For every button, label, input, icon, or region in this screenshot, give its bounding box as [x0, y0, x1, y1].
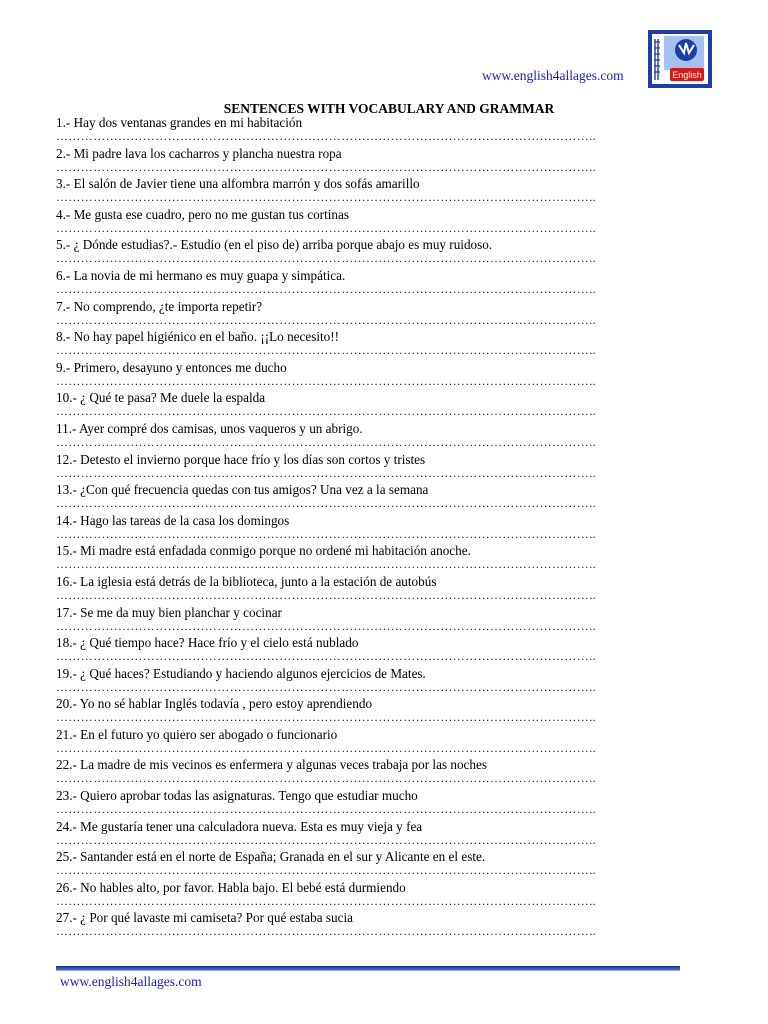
answer-line[interactable]: …………………………………………………………………………………………………………………..	[56, 742, 596, 754]
sentence-text: 14.- Hago las tareas de la casa los domingos	[56, 512, 290, 528]
sentence-text: 3.- El salón de Javier tiene una alfombra marrón y dos sofás amarillo	[56, 176, 420, 192]
footer-divider-shadow	[56, 970, 680, 971]
sentence-item	[56, 421, 716, 452]
answer-line[interactable]: …………………………………………………………………………………………………………………..	[56, 314, 596, 326]
sentence-item	[56, 115, 716, 146]
sentence-item	[56, 696, 716, 727]
sentence-item	[56, 910, 716, 941]
sentence-item	[56, 176, 716, 207]
sentence-text: 7.- No comprendo, ¿te importa repetir?	[56, 298, 263, 314]
answer-line[interactable]: …………………………………………………………………………………………………………………..	[56, 192, 596, 204]
sentence-text: 24.- Me gustaría tener una calculadora nueva. Esta es muy vieja y fea	[56, 818, 423, 834]
answer-line[interactable]: …………………………………………………………………………………………………………………..	[56, 895, 596, 907]
sentence-item	[56, 299, 716, 330]
sentence-text: 21.- En el futuro yo quiero ser abogado o funcionario	[56, 726, 338, 742]
answer-line[interactable]: …………………………………………………………………………………………………………………..	[56, 222, 596, 234]
worksheet-title: SENTENCES WITH VOCABULARY AND GRAMMAR	[223, 101, 555, 116]
answer-line[interactable]: …………………………………………………………………………………………………………………..	[56, 498, 596, 510]
sentence-text: 11.- Ayer compré dos camisas, unos vaqueros y un abrigo.	[56, 420, 363, 436]
answer-line[interactable]: …………………………………………………………………………………………………………………..	[56, 773, 596, 785]
answer-line[interactable]: …………………………………………………………………………………………………………………..	[56, 131, 596, 142]
answer-line[interactable]: …………………………………………………………………………………………………………………..	[56, 253, 596, 265]
answer-line[interactable]: …………………………………………………………………………………………………………………..	[56, 559, 596, 571]
sentence-text: 25.- Santander está en el norte de España; Granada en el sur y Alicante en el este.	[56, 849, 486, 865]
answer-line[interactable]: …………………………………………………………………………………………………………………..	[56, 620, 596, 632]
sentence-item	[56, 635, 716, 666]
sentence-item	[56, 757, 716, 788]
sentence-item	[56, 390, 716, 421]
sentence-text: 9.- Primero, desayuno y entonces me ducho	[56, 359, 287, 375]
sentence-item	[56, 727, 716, 758]
sentence-list	[56, 115, 716, 941]
answer-line[interactable]: …………………………………………………………………………………………………………………..	[56, 804, 596, 816]
sentence-text: 16.- La iglesia está detrás de la biblioteca, junto a la estación de autobús	[56, 573, 437, 589]
sentence-text: 4.- Me gusta ese cuadro, pero no me gustan tus cortinas	[56, 206, 349, 222]
sentence-item	[56, 207, 716, 238]
sentence-text: 17.- Se me da muy bien planchar y cocinar	[56, 604, 282, 620]
sentence-item	[56, 605, 716, 636]
header-website-link[interactable]: www.english4allages.com	[482, 68, 624, 83]
sentence-item	[56, 880, 716, 911]
answer-line[interactable]: …………………………………………………………………………………………………………………..	[56, 926, 596, 938]
logo-label: English	[672, 70, 702, 80]
sentence-text: 1.- Hay dos ventanas grandes en mi habitación	[56, 115, 303, 130]
sentence-item	[56, 482, 716, 513]
sentence-text: 6.- La novia de mi hermano es muy guapa y simpática.	[56, 267, 346, 283]
sentence-item	[56, 146, 716, 177]
sentence-text: 13.- ¿Con qué frecuencia quedas con tus amigos? Una vez a la semana	[56, 482, 429, 498]
answer-line[interactable]: …………………………………………………………………………………………………………………..	[56, 528, 596, 540]
sentence-item	[56, 574, 716, 605]
footer-website-link[interactable]: www.english4allages.com	[60, 974, 202, 989]
answer-line[interactable]: …………………………………………………………………………………………………………………..	[56, 681, 596, 693]
sentence-item	[56, 452, 716, 483]
answer-line[interactable]: …………………………………………………………………………………………………………………..	[56, 467, 596, 479]
sentence-item	[56, 788, 716, 819]
answer-line[interactable]: …………………………………………………………………………………………………………………..	[56, 436, 596, 448]
sentence-text: 5.- ¿ Dónde estudias?.- Estudio (en el piso de) arriba porque abajo es muy ruidoso.	[56, 237, 493, 253]
sentence-text: 2.- Mi padre lava los cacharros y plancha nuestra ropa	[56, 145, 342, 161]
sentence-text: 8.- No hay papel higiénico en el baño. ¡¡Lo necesito!!	[56, 329, 340, 345]
sentence-item	[56, 819, 716, 850]
answer-line[interactable]: …………………………………………………………………………………………………………………..	[56, 283, 596, 295]
sentence-text: 12.- Detesto el invierno porque hace frío y los días son cortos y tristes	[56, 451, 426, 467]
sentence-item	[56, 360, 716, 391]
sentence-text: 27.- ¿ Por qué lavaste mi camiseta? Por qué estaba sucia	[56, 910, 353, 926]
sentence-item	[56, 268, 716, 299]
answer-line[interactable]: …………………………………………………………………………………………………………………..	[56, 345, 596, 357]
answer-line[interactable]: …………………………………………………………………………………………………………………..	[56, 161, 596, 173]
answer-line[interactable]: …………………………………………………………………………………………………………………..	[56, 651, 596, 663]
answer-line[interactable]: …………………………………………………………………………………………………………………..	[56, 375, 596, 387]
sentence-item	[56, 543, 716, 574]
sentence-item	[56, 237, 716, 268]
sentence-item	[56, 666, 716, 697]
sentence-text: 18.- ¿ Qué tiempo hace? Hace frío y el cielo está nublado	[56, 635, 359, 651]
sentence-text: 15.- Mi madre está enfadada conmigo porque no ordené mi habitación anoche.	[56, 543, 471, 559]
sentence-text: 10.- ¿ Qué te pasa? Me duele la espalda	[56, 390, 266, 406]
sentence-text: 19.- ¿ Qué haces? Estudiando y haciendo algunos ejercicios de Mates.	[56, 665, 426, 681]
sentence-text: 23.- Quiero aprobar todas las asignaturas. Tengo que estudiar mucho	[56, 788, 418, 804]
english4allages-logo	[648, 30, 712, 88]
sentence-item	[56, 513, 716, 544]
answer-line[interactable]: …………………………………………………………………………………………………………………..	[56, 834, 596, 846]
answer-line[interactable]: …………………………………………………………………………………………………………………..	[56, 589, 596, 601]
sentence-text: 26.- No hables alto, por favor. Habla bajo. El bebé está durmiendo	[56, 879, 406, 895]
sentence-text: 22.- La madre de mis vecinos es enfermera y algunas veces trabaja por las noches	[56, 757, 487, 773]
answer-line[interactable]: …………………………………………………………………………………………………………………..	[56, 865, 596, 877]
sentence-item	[56, 329, 716, 360]
answer-line[interactable]: …………………………………………………………………………………………………………………..	[56, 406, 596, 418]
sentence-item	[56, 849, 716, 880]
answer-line[interactable]: …………………………………………………………………………………………………………………..	[56, 712, 596, 724]
sentence-text: 20.- Yo no sé hablar Inglés todavía , pero estoy aprendiendo	[56, 696, 373, 712]
